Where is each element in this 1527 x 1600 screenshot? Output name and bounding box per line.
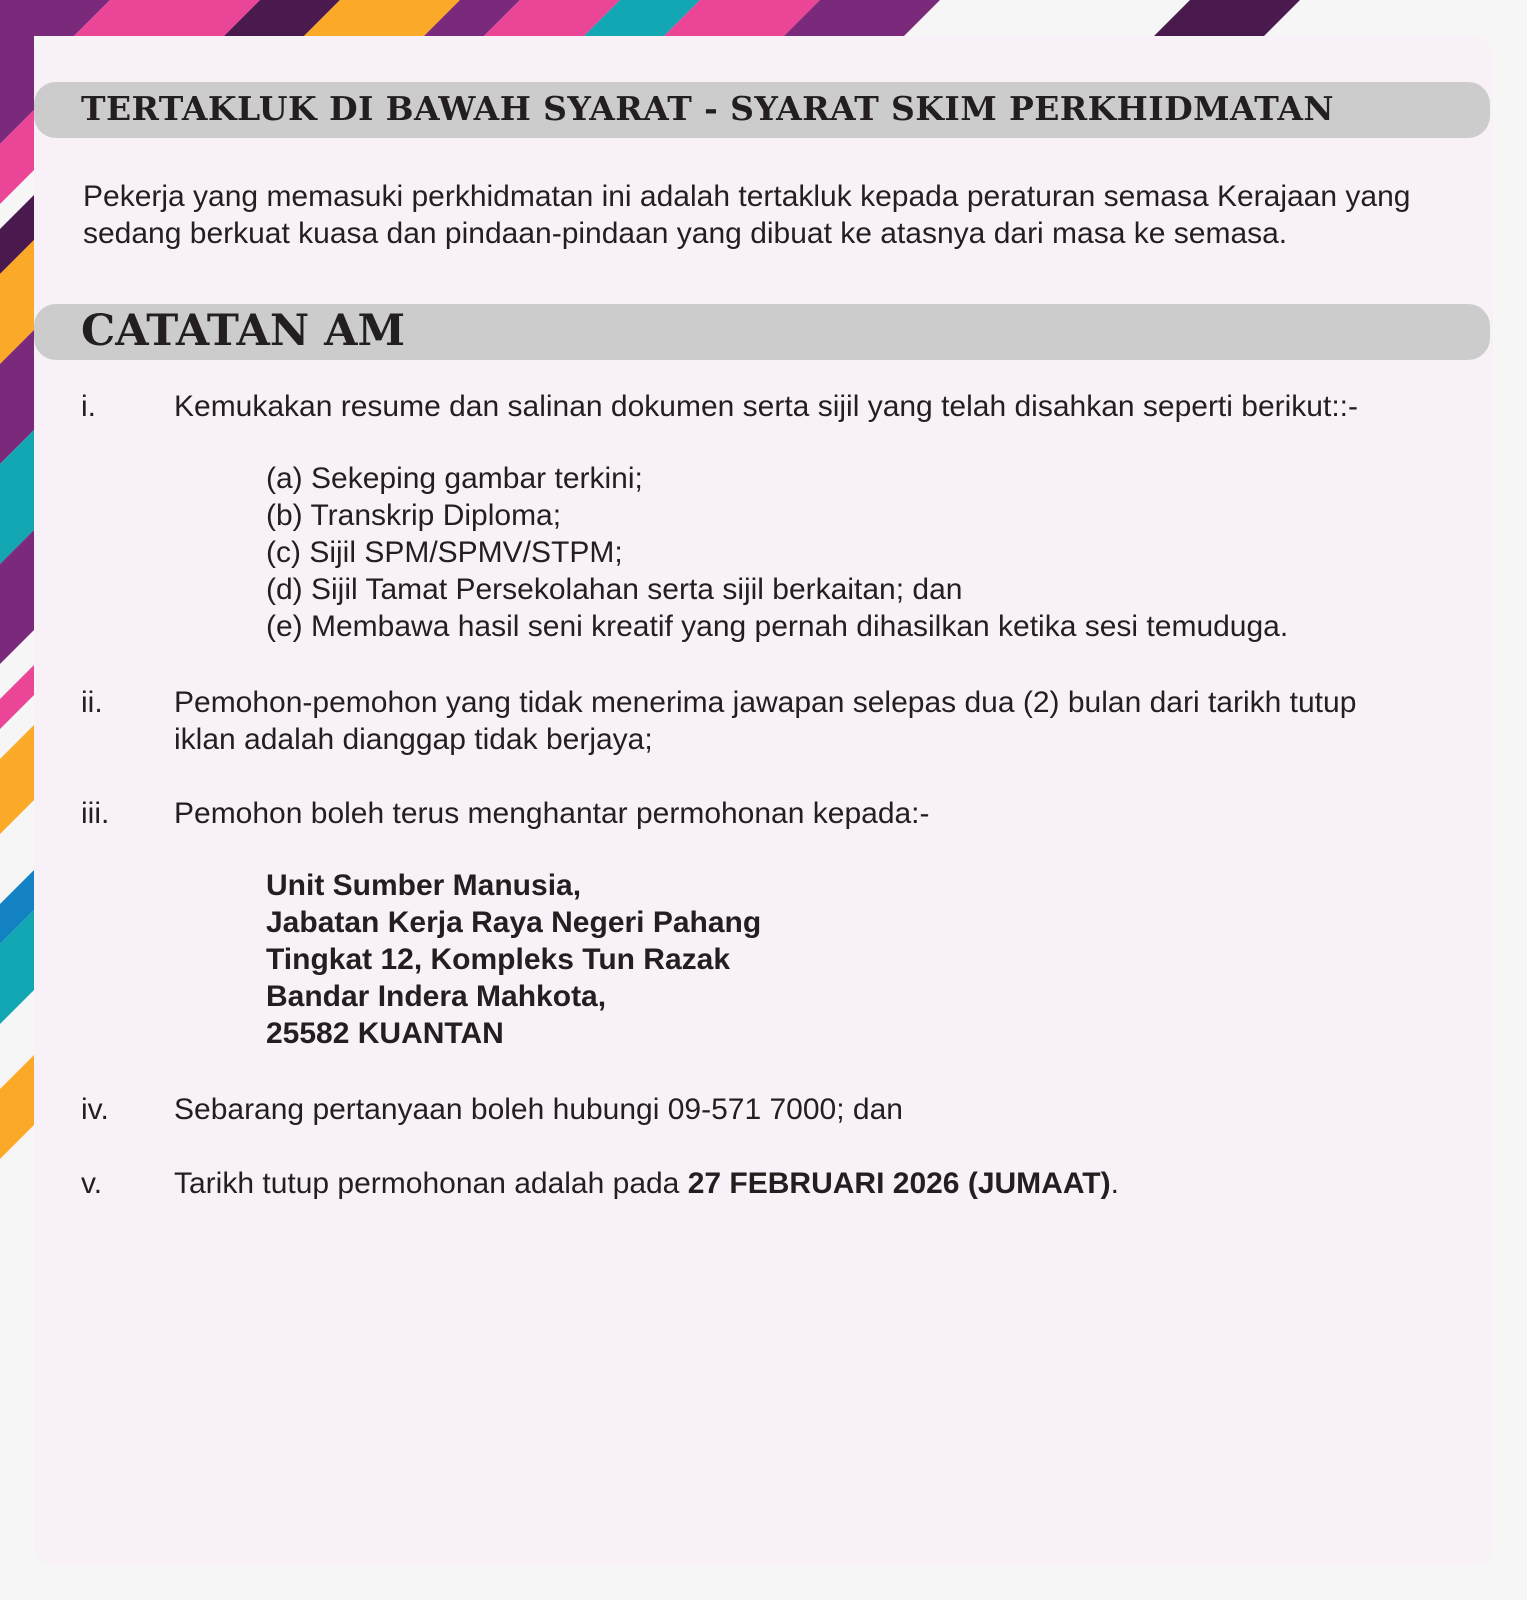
checklist-item: (d) Sijil Tamat Persekolahan serta sijil berkaitan; dan (266, 573, 963, 606)
section-heading-syarat: TERTAKLUK DI BAWAH SYARAT - SYARAT SKIM PERKHIDMATAN (81, 89, 1334, 128)
list-item-number: v. (81, 1167, 103, 1200)
list-item-number: ii. (81, 686, 103, 719)
list-item-text: Kemukakan resume dan salinan dokumen serta sijil yang telah disahkan seperti berikut::- (174, 390, 1358, 423)
address-line: Jabatan Kerja Raya Negeri Pahang (266, 906, 762, 939)
list-item-number: iii. (81, 797, 110, 830)
mailing-address (266, 867, 761, 1052)
closing-date-prefix: Tarikh tutup permohonan adalah pada (174, 1167, 688, 1200)
checklist-item: (a) Sekeping gambar terkini; (266, 462, 643, 495)
checklist-item: (e) Membawa hasil seni kreatif yang pernah dihasilkan ketika sesi temuduga. (266, 610, 1289, 643)
closing-date-suffix: . (1110, 1167, 1119, 1200)
section-heading-catatan-am: CATATAN AM (81, 306, 406, 356)
document-checklist (266, 460, 1288, 645)
list-item-number: i. (81, 390, 96, 423)
checklist-item: (c) Sijil SPM/SPMV/STPM; (266, 536, 623, 569)
address-line: Tingkat 12, Kompleks Tun Razak (266, 943, 731, 976)
address-line: 25582 KUANTAN (266, 1017, 504, 1050)
checklist-item: (b) Transkrip Diploma; (266, 499, 562, 532)
closing-date-text (174, 1165, 1404, 1202)
list-item-text: Sebarang pertanyaan boleh hubungi 09-571 7000; dan (174, 1093, 903, 1126)
terms-paragraph: Pekerja yang memasuki perkhidmatan ini adalah tertakluk kepada peraturan semasa Kerajaan yang sedang berkuat kuasa dan pindaan-pindaan yang dibuat ke atasnya dari masa ke semasa. (83, 180, 1411, 250)
address-line: Unit Sumber Manusia, (266, 869, 582, 902)
list-item-text: Pemohon boleh terus menghantar permohonan kepada:- (174, 797, 930, 830)
list-item-text: Pemohon-pemohon yang tidak menerima jawapan selepas dua (2) bulan dari tarikh tutup iklan adalah dianggap tidak berjaya; (174, 686, 1357, 756)
closing-date: 27 FEBRUARI 2026 (JUMAAT) (687, 1167, 1111, 1200)
address-line: Bandar Indera Mahkota, (266, 980, 607, 1013)
list-item-number: iv. (81, 1093, 109, 1126)
